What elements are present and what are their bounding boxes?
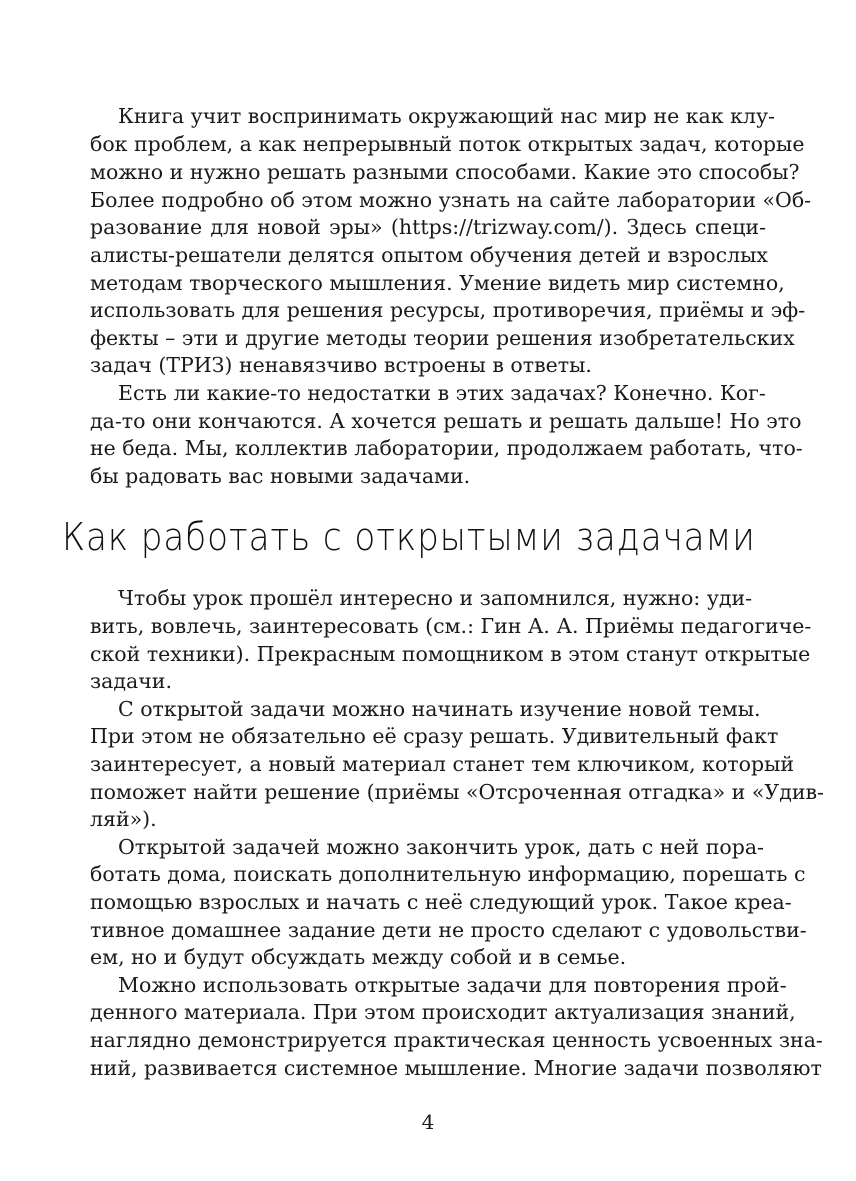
text-line: бы радовать вас новыми задачами.	[90, 464, 471, 488]
text-line: методам творческого мышления. Умение видеть мир системно,	[90, 271, 785, 295]
text-line: можно и нужно решать разными способами. Какие это способы?	[90, 160, 800, 184]
text-line: Книга учит воспринимать окружающий нас мир не как клу-	[118, 104, 775, 128]
text-line: ской техники). Прекрасным помощником в этом станут открытые	[90, 642, 811, 666]
text-line: ний, развивается системное мышление. Многие задачи позволяют	[90, 1056, 822, 1080]
text-line: поможет найти решение (приёмы «Отсроченная отгадка» и «Удив-	[90, 780, 824, 804]
text-line: При этом не обязательно её сразу решать. Удивительный факт	[90, 724, 779, 748]
text-line: наглядно демонстрируется практическая ценность усвоенных зна-	[90, 1028, 823, 1052]
text-line: Есть ли какие-то недостатки в этих задачах? Конечно. Ког-	[118, 381, 766, 405]
page-number: 4	[421, 1110, 435, 1134]
text-line: Чтобы урок прошёл интересно и запомнился, нужно: уди-	[118, 586, 753, 610]
text-line: помощью взрослых и начать с неё следующий урок. Такое креа-	[90, 890, 792, 914]
text-line: С открытой задачи можно начинать изучение новой темы.	[118, 697, 761, 721]
text-line: заинтересует, а новый материал станет тем ключиком, который	[90, 752, 795, 776]
text-line: не беда. Мы, коллектив лаборатории, продолжаем работать, что-	[90, 436, 803, 460]
text-line: задачи.	[90, 669, 172, 693]
text-line: Более подробно об этом можно узнать на сайте лаборатории «Об-	[90, 188, 812, 212]
text-line: бок проблем, а как непрерывный поток открытых задач, которые	[90, 132, 805, 156]
text-line: разование для новой эры» (https://trizway.com/). Здесь специ-	[90, 215, 766, 239]
text-line: денного материала. При этом происходит актуализация знаний,	[90, 1000, 796, 1024]
text-line: ботать дома, поискать дополнительную информацию, порешать с	[90, 862, 806, 886]
text-line: вить, вовлечь, заинтересовать (см.: Гин А. А. Приёмы педагогиче-	[90, 614, 812, 638]
text-line: алисты-решатели делятся опытом обучения детей и взрослых	[90, 243, 768, 267]
section-heading: Как работать с открытыми задачами	[62, 515, 756, 559]
text-line: использовать для решения ресурсы, противоречия, приёмы и эф-	[90, 298, 806, 322]
text-line: фекты – эти и другие методы теории решения изобретательских	[90, 326, 795, 350]
text-line: Можно использовать открытые задачи для повторения прой-	[118, 973, 787, 997]
text-line: ляй»).	[90, 807, 157, 831]
text-line: задач (ТРИЗ) ненавязчиво встроены в ответы.	[90, 353, 592, 377]
text-line: да-то они кончаются. А хочется решать и решать дальше! Но это	[90, 409, 802, 433]
text-line: Открытой задачей можно закончить урок, дать с ней пора-	[118, 835, 764, 859]
text-line: ем, но и будут обсуждать между собой и в семье.	[90, 945, 627, 969]
text-line: тивное домашнее задание дети не просто сделают с удовольстви-	[90, 918, 807, 942]
